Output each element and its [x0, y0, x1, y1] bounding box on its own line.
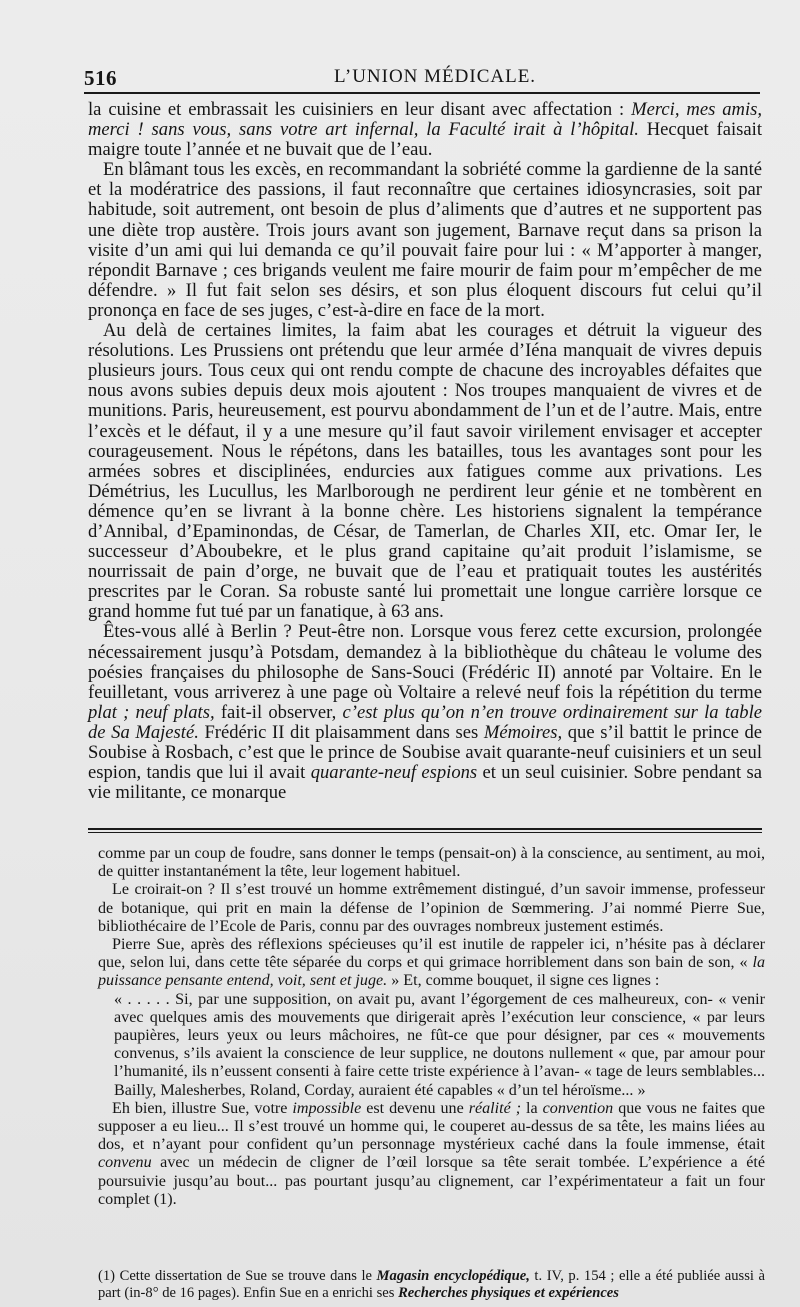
- section-divider: [88, 828, 762, 833]
- footnote: (1) Cette dissertation de Sue se trouve dans le Magasin encyclopédique, t. IV, p. 154 ; elle a été publiée aussi à part (in-8° de 16 pages). Enfin Sue en a enrichi ses Recherches physiques et expériences: [98, 1268, 765, 1301]
- italic-quote: Merci, mes amis, merci ! sans vous, sans votre art infernal, la Faculté irait à l’hôpital.: [88, 99, 762, 141]
- feuilleton-text: [98, 845, 765, 1209]
- page-number: 516: [84, 66, 117, 90]
- paragraph: Pierre Sue, après des réflexions spécieuses qu’il est inutile de rappeler ici, n’hésite pas à déclarer que, selon lui, dans cette tête séparée du corps et qui grimace horriblement dans son bain de son, « la puissance pensante entend, voit, sent et juge. » Et, comme bouquet, il signe ces lignes :: [98, 936, 765, 990]
- paragraph: Au delà de certaines limites, la faim abat les courages et détruit la vigueur des résolutions. Les Prussiens ont prétendu que leur armée d’Iéna manquait de vivres depuis plusieurs jours. Tous ceux qui ont rendu compte de chacune des incroyables défaites que nous avons subies depuis deux mois ajoutent : Nos troupes manquaient de vivres et de munitions. Paris, heureusement, est pourvu abondamment de l’un et de l’autre. Mais, entre l’excès et le défaut, il y a une mesure qu’il faut savoir virilement envisager et accepter courageusement. Nous le répétons, dans les batailles, tous les avantages sont pour les armées sobres et disciplinées, endurcies aux fatigues comme aux privations. Les Démétrius, les Lucullus, les Marlborough ne perdirent leur génie et ne tombèrent en démence qu’en se livrant à la bonne chère. Les historiens signalent la tempérance d’Annibal, d’Epaminondas, de César, de Tamerlan, de Charles XII, etc. Omar Ier, le successeur d’Aboubekre, et le plus grand capitaine qu’ait produit l’islamisme, se nourrissait de pain d’orge, ne buvait que de l’eau et pratiquait toutes les austérités prescrites par le Coran. Sa robuste santé lui promettait une longue carrière lorsque ce grand homme fut tué par un fanatique, à 63 ans.: [88, 320, 762, 623]
- block-quote: « . . . . . Si, par une supposition, on avait pu, avant l’égorgement de ces malheureux, con- « venir avec quelques amis des mouvements que dirigerait après l’exécution leur conscience, « par leurs paupières, leurs yeux ou leurs mâchoires, ne fût-ce que pour désigner, par ces « mouvements convenus, s’ils avaient la conscience de leur supplice, ne doutons nullement « que, par amour pour l’humanité, ils n’eussent consenti à faire cette triste expérience à l’avan- « tage de leurs semblables... Bailly, Malesherbes, Roland, Corday, auraient été capables « d’un tel héroïsme... »: [114, 990, 765, 1099]
- running-title: L’UNION MÉDICALE.: [334, 66, 537, 87]
- paragraph: la cuisine et embrassait les cuisiniers en leur disant avec affectation : Merci, mes amis, merci ! sans vous, sans votre art infernal, la Faculté irait à l’hôpital. Hecquet faisait maigre toute l’année et ne buvait que de l’eau.: [88, 99, 762, 161]
- paragraph: Eh bien, illustre Sue, votre impossible est devenu une réalité ; la convention que vous ne faites que supposer a eu lieu... Il s’est trouvé un homme qui, le couperet au-dessus de sa tête, les mains liées au dos, et n’ayant pour confident qu’un personnage mystérieux caché dans la foule immense, était convenu avec un médecin de cligner de l’œil lorsque sa tête serait tombée. L’expérience a été poursuivie jusqu’au bout... pas pourtant jusqu’au clignement, car l’expérimentateur a fait un four complet (1).: [98, 1099, 765, 1208]
- paragraph: En blâmant tous les excès, en recommandant la sobriété comme la gardienne de la santé et la modératrice des passions, il faut reconnaître que certaines idiosyncrasies, soit par habitude, soit autrement, ont besoin de plus d’aliments que d’autres et ne supportent pas une diète trop austère. Trois jours avant son jugement, Barnave reçut dans sa prison la visite d’un ami qui lui demanda ce qu’il pouvait faire pour lui : « M’apporter à manger, répondit Barnave ; ces brigands veulent me faire mourir de faim pour m’empêcher de me défendre. » Il fut fait selon ses désirs, et son plus éloquent discours fut celui qu’il prononça en face de ses juges, c’est-à-dire en face de la mort.: [88, 159, 762, 321]
- main-text: [88, 100, 762, 803]
- header-rule: [84, 92, 760, 94]
- page-header: [84, 66, 760, 92]
- paragraph: Êtes-vous allé à Berlin ? Peut-être non. Lorsque vous ferez cette excursion, prolongée nécessairement jusqu’à Potsdam, demandez à la bibliothèque du château le volume des poésies françaises du philosophe de Sans-Souci (Frédéric II) annoté par Voltaire. En le feuilletant, vous arriverez à une page où Voltaire a relevé neuf fois la répétition du terme plat ; neuf plats, fait-il observer, c’est plus qu’on n’en trouve ordinairement sur la table de Sa Majesté. Frédéric II dit plaisamment dans ses Mémoires, que s’il battit le prince de Soubise à Rosbach, c’est que le prince de Soubise avait quarante-neuf cuisiniers et un seul espion, tandis que lui il avait quarante-neuf espions et un seul cuisinier. Sobre pendant sa vie militante, ce monarque: [88, 621, 762, 804]
- paragraph: comme par un coup de foudre, sans donner le temps (pensait-on) à la conscience, au sentiment, au moi, de quitter instantanément la tête, leur logement habituel.: [98, 845, 765, 881]
- paragraph: Le croirait-on ? Il s’est trouvé un homme extrêmement distingué, d’un savoir immense, professeur de botanique, qui prit en main la défense de l’opinion de Sœmmering. J’ai nommé Pierre Sue, bibliothécaire de l’Ecole de Paris, connu par des ouvrages nombreux justement estimés.: [98, 881, 765, 935]
